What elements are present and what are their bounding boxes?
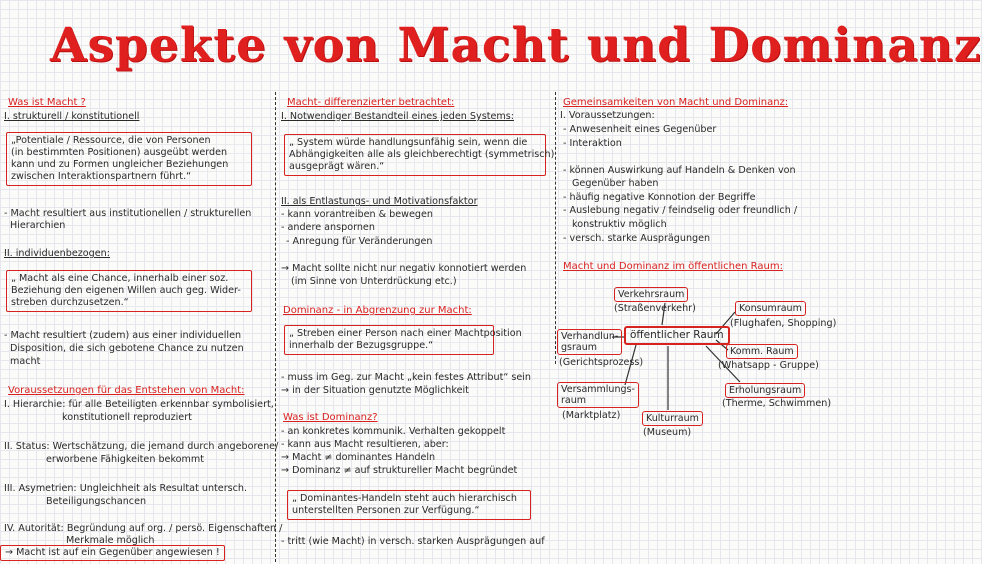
conclusion-box-macht: → Macht ist auf ein Gegenüber angewiesen !: [0, 545, 225, 561]
text-line: Disposition, die sich gebotene Chance zu nutzen: [10, 343, 244, 354]
section-individuenbezogen: II. individuenbezogen:: [4, 248, 110, 259]
text-line: (im Sinne von Unterdrückung etc.): [291, 276, 457, 287]
section-notwendig: I. Notwendiger Bestandteil eines jeden Systems:: [281, 111, 514, 122]
list-item: - Anregung für Veränderungen: [286, 236, 433, 247]
node-komm-raum: Komm. Raum: [726, 344, 798, 359]
text-line: → in der Situation genutzte Möglichkeit: [281, 385, 469, 396]
quote-line: „ Dominantes-Handeln steht auch hierarchisch: [292, 493, 517, 504]
text-line: Merkmale möglich: [66, 535, 155, 546]
text-line: - Macht resultiert aus institutionellen / strukturellen: [4, 208, 252, 219]
node-verhandlungsraum-example: (Gerichtsprozess): [559, 357, 644, 368]
text-line: - tritt (wie Macht) in versch. starken Ausprägungen auf: [281, 536, 545, 547]
list-item: - kann aus Macht resultieren, aber:: [281, 439, 449, 450]
quote-line: „ Macht als eine Chance, innerhalb einer soz.: [11, 273, 229, 284]
heading-voraussetzungen: Voraussetzungen für das Entstehen von Macht:: [8, 385, 245, 396]
mindmap-center-oeffentlicher-raum: öffentlicher Raum: [624, 326, 730, 345]
node-konsumraum: Konsumraum: [735, 301, 806, 316]
heading-was-ist-macht: Was ist Macht ?: [8, 97, 86, 108]
heading-macht-differenziert: Macht- differenzierter betrachtet:: [287, 97, 455, 108]
list-item: → Macht ≠ dominantes Handeln: [281, 452, 436, 463]
text-line: → Macht sollte nicht nur negativ konnotiert werden: [281, 263, 527, 274]
list-item: konstruktiv möglich: [572, 219, 667, 230]
list-item: - häufig negative Konnotion der Begriffe: [563, 192, 756, 203]
list-item: Gegenüber haben: [572, 178, 659, 189]
list-item: - andere anspornen: [281, 222, 375, 233]
quote-line: kann und zu Formen ungleicher Beziehungen: [11, 159, 229, 170]
node-label: Verhandlun- gsraum: [561, 331, 619, 353]
section-entlastung: II. als Entlastungs- und Motivationsfaktor: [281, 196, 478, 207]
text-line: II. Status: Wertschätzung, die jemand durch angeborene/: [4, 441, 279, 452]
section-voraussetzungen: I. Voraussetzungen:: [560, 110, 655, 121]
text-line: Hierarchien: [10, 220, 66, 231]
text-line: - Macht resultiert (zudem) aus einer individuellen: [4, 330, 242, 341]
quote-line: Abhängigkeiten alle als gleichberechtigt (symmetrisch): [289, 149, 555, 160]
quote-line: ausgeprägt wären.“: [289, 161, 385, 172]
quote-line: „ Streben einer Person nach einer Machtposition: [289, 328, 522, 339]
node-verkehrsraum-example: (Straßenverkehr): [614, 303, 696, 314]
text-line: - muss im Geg. zur Macht „kein festes Attribut“ sein: [281, 372, 531, 383]
list-item: - kann vorantreiben & bewegen: [281, 209, 433, 220]
heading-gemeinsamkeiten: Gemeinsamkeiten von Macht und Dominanz:: [563, 97, 789, 108]
quote-line: (in bestimmten Positionen) ausgeübt werden: [11, 147, 228, 158]
heading-dominanz-abgrenzung: Dominanz - in Abgrenzung zur Macht:: [283, 305, 472, 316]
text-line: III. Asymetrien: Ungleichheit als Resultat untersch.: [4, 483, 248, 494]
node-verkehrsraum: Verkehrsraum: [614, 287, 688, 302]
node-komm-raum-example: (Whatsapp - Gruppe): [718, 360, 819, 371]
quote-line: „ System würde handlungsunfähig sein, wenn die: [289, 137, 528, 148]
heading-oeffentlicher-raum: Macht und Dominanz im öffentlichen Raum:: [563, 261, 783, 272]
heading-was-ist-dominanz: Was ist Dominanz?: [283, 412, 378, 423]
text-line: macht: [10, 356, 41, 367]
text-line: I. Hierarchie: für alle Beteiligten erkennbar symbolisiert,: [4, 399, 274, 410]
quote-line: streben durchzusetzen.“: [11, 297, 129, 308]
node-verhandlungsraum: [557, 329, 622, 355]
node-erholungsraum-example: (Therme, Schwimmen): [722, 398, 832, 409]
quote-line: „Potentiale / Ressource, die von Personen: [11, 135, 211, 146]
list-item: - können Auswirkung auf Handeln & Denken von: [563, 165, 796, 176]
quote-line: unterstellten Personen zur Verfügung.“: [292, 505, 480, 516]
list-item: - an konkretes kommunik. Verhalten gekoppelt: [281, 426, 506, 437]
quote-line: Beziehung den eigenen Willen auch geg. Wider-: [11, 285, 241, 296]
list-item: - Interaktion: [563, 138, 622, 149]
text-line: Beteiligungschancen: [46, 496, 147, 507]
section-strukturell: I. strukturell / konstitutionell: [4, 111, 140, 122]
node-versammlungsraum-example: (Marktplatz): [562, 410, 621, 421]
list-item: - Auslebung negativ / feindselig oder freundlich /: [563, 205, 798, 216]
list-item: → Dominanz ≠ auf struktureller Macht begründet: [281, 465, 518, 476]
text-line: erworbene Fähigkeiten bekommt: [46, 454, 204, 465]
page-title: Aspekte von Macht und Dominanz: [50, 18, 982, 73]
node-konsumraum-example: (Flughafen, Shopping): [730, 318, 837, 329]
node-kulturraum: Kulturraum: [642, 411, 703, 426]
node-kulturraum-example: (Museum): [643, 427, 692, 438]
node-label: Versammlungs- raum: [561, 384, 635, 406]
text-line: IV. Autorität: Begründung auf org. / persö. Eigenschaften /: [4, 523, 283, 534]
text-line: konstitutionell reproduziert: [62, 412, 192, 423]
list-item: - Anwesenheit eines Gegenüber: [563, 124, 717, 135]
list-item: - versch. starke Ausprägungen: [563, 233, 711, 244]
node-versammlungsraum: [557, 382, 639, 408]
quote-line: zwischen Interaktionspartnern führt.“: [11, 171, 192, 182]
quote-line: innerhalb der Bezugsgruppe.“: [289, 340, 434, 351]
node-erholungsraum: Erholungsraum: [725, 383, 805, 398]
